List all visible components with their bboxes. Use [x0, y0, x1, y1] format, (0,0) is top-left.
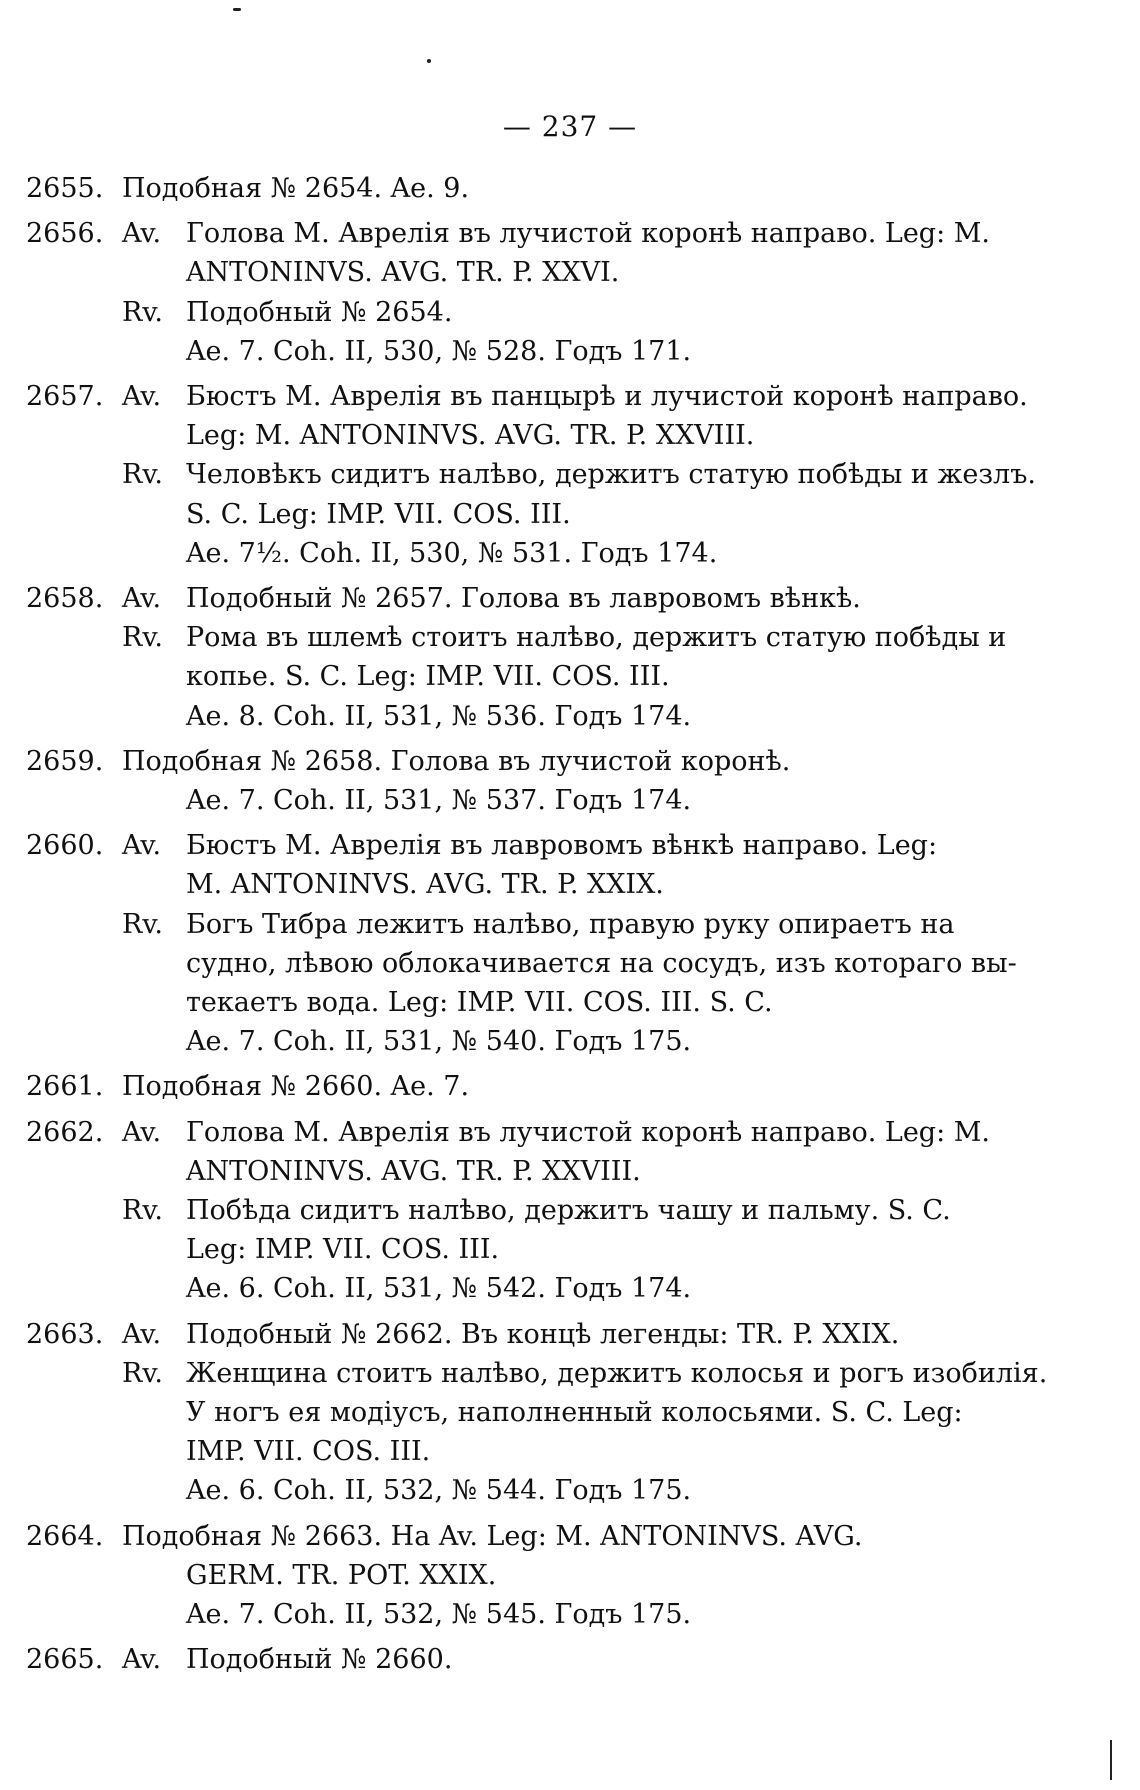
entry-text: Побѣда сидитъ налѣво, держитъ чашу и пальму. S. C.: [186, 1195, 951, 1226]
entry-text: Ae. 6. Coh. II, 532, № 544. Годъ 175.: [186, 1475, 692, 1507]
entry-line: [0, 256, 1140, 290]
entry-text: Рома въ шлемѣ стоитъ налѣво, держитъ статую побѣды и: [186, 622, 1007, 654]
entry-line: [0, 172, 1140, 206]
entry-text: Подобный № 2654.: [186, 296, 453, 328]
entry-text: Leg: IMP. VII. COS. III.: [186, 1234, 500, 1266]
entry-text: Ae. 7½. Coh. II, 530, № 531. Годъ 174.: [186, 537, 718, 569]
entry-number: 2658.: [26, 583, 104, 614]
entry-text: текаетъ вода. Leg: IMP. VII. COS. III. S. C.: [186, 987, 773, 1018]
entry-line: [0, 784, 1140, 818]
entry-line: [0, 1025, 1140, 1059]
entry-line: [0, 537, 1140, 571]
entry-text: Голова М. Аврелія въ лучистой коронѣ направо. Leg: M.: [186, 1116, 991, 1148]
entry-line: [0, 335, 1140, 369]
entry-line: [0, 829, 1140, 863]
entry-line: [0, 1520, 1140, 1554]
entry-line: [0, 1598, 1140, 1632]
entry-line: [0, 1233, 1140, 1267]
entry-line: [0, 700, 1140, 734]
entry-line: [0, 419, 1140, 453]
entry-text: ANTONINVS. AVG. TR. P. XXVI.: [186, 257, 620, 289]
side-label: Rv.: [122, 459, 163, 491]
entry-line: [0, 1559, 1140, 1593]
entry-text: Подобная № 2658. Голова въ лучистой коронѣ.: [122, 745, 791, 777]
entry-number: 2656.: [26, 218, 104, 250]
side-label: Av.: [122, 583, 162, 614]
entry-number: 2659.: [26, 745, 104, 777]
entry-text: S. C. Leg: IMP. VII. COS. III.: [186, 498, 571, 530]
entry-line: [0, 1357, 1140, 1391]
entry-text: Ae. 8. Coh. II, 531, № 536. Годъ 174.: [186, 700, 692, 732]
entry-number: 2662.: [26, 1116, 104, 1148]
entry-line: [0, 1318, 1140, 1352]
entry-line: [0, 217, 1140, 251]
entry-text: судно, лѣвою облокачивается на сосудъ, изъ котораго вы-: [186, 947, 1017, 979]
entry-line: [0, 1194, 1140, 1228]
speck: [233, 8, 241, 11]
entry-line: [0, 908, 1140, 942]
entry-text: Подобная № 2663. На Av. Leg: M. ANTONINVS. AVG.: [122, 1520, 863, 1552]
entry-text: Бюстъ М. Аврелія въ лавровомъ вѣнкѣ направо. Leg:: [186, 830, 938, 862]
side-label: Av.: [122, 381, 162, 412]
entry-line: [0, 1474, 1140, 1508]
entry-text: Голова М. Аврелія въ лучистой коронѣ направо. Leg: M.: [186, 218, 991, 250]
side-label: Rv.: [122, 1357, 163, 1389]
entry-text: копье. S. C. Leg: IMP. VII. COS. III.: [186, 661, 670, 693]
entry-line: [0, 582, 1140, 616]
entry-line: [0, 380, 1140, 414]
entry-line: [0, 296, 1140, 330]
entry-text: Подобная № 2654. Ae. 9.: [122, 173, 470, 204]
speck: [1110, 1740, 1112, 1780]
entry-text: Подобный № 2657. Голова въ лавровомъ вѣнкѣ.: [186, 583, 861, 614]
entry-text: Подобная № 2660. Ae. 7.: [122, 1071, 470, 1103]
entry-text: Ae. 7. Coh. II, 531, № 540. Годъ 175.: [186, 1026, 692, 1058]
side-label: Rv.: [122, 622, 163, 654]
side-label: Av.: [122, 830, 162, 862]
entry-line: [0, 458, 1140, 492]
entry-text: Подобный № 2660.: [186, 1644, 453, 1676]
entry-line: [0, 498, 1140, 532]
entry-line: [0, 745, 1140, 779]
entry-line: [0, 621, 1140, 655]
entry-line: [0, 986, 1140, 1020]
entry-text: Бюстъ М. Аврелія въ панцырѣ и лучистой коронѣ направо.: [186, 381, 1028, 412]
speck: [427, 59, 431, 63]
side-label: Rv.: [122, 1195, 163, 1226]
entry-line: [0, 1155, 1140, 1189]
entry-text: Ae. 6. Coh. II, 531, № 542. Годъ 174.: [186, 1273, 692, 1305]
entry-text: У ногъ ея модіусъ, наполненный колосьями. S. C. Leg:: [186, 1397, 963, 1428]
entry-text: Leg: M. ANTONINVS. AVG. TR. P. XXVIII.: [186, 420, 755, 452]
entry-number: 2655.: [26, 173, 104, 204]
entry-text: Человѣкъ сидитъ налѣво, держитъ статую побѣды и жезлъ.: [186, 459, 1036, 491]
entry-number: 2657.: [26, 381, 104, 412]
entry-text: Ae. 7. Coh. II, 532, № 545. Годъ 175.: [186, 1599, 692, 1630]
entry-text: IMP. VII. COS. III.: [186, 1436, 431, 1468]
entry-line: [0, 1643, 1140, 1677]
entry-text: M. ANTONINVS. AVG. TR. P. XXIX.: [186, 869, 664, 901]
side-label: Av.: [122, 218, 162, 250]
entry-number: 2664.: [26, 1520, 104, 1552]
entry-text: Ae. 7. Coh. II, 530, № 528. Годъ 171.: [186, 335, 692, 367]
entry-line: [0, 868, 1140, 902]
side-label: Rv.: [122, 296, 163, 328]
entry-number: 2665.: [26, 1644, 104, 1676]
entry-line: [0, 660, 1140, 694]
entry-line: [0, 1435, 1140, 1469]
entry-number: 2660.: [26, 830, 104, 862]
side-label: Rv.: [122, 908, 163, 940]
entry-text: Женщина стоитъ налѣво, держитъ колосья и рогъ изобилія.: [186, 1357, 1048, 1389]
entry-number: 2663.: [26, 1318, 104, 1350]
entry-text: Подобный № 2662. Въ концѣ легенды: TR. P. XXIX.: [186, 1318, 900, 1350]
entry-text: GERM. TR. POT. XXIX.: [186, 1559, 497, 1591]
entry-text: ANTONINVS. AVG. TR. P. XXVIII.: [186, 1155, 641, 1187]
side-label: Av.: [122, 1644, 162, 1676]
entry-line: [0, 1396, 1140, 1430]
entry-text: Богъ Тибра лежитъ налѣво, правую руку опираетъ на: [186, 908, 955, 940]
page-number: — 237 —: [502, 110, 638, 143]
entry-line: [0, 1116, 1140, 1150]
entry-text: Ae. 7. Coh. II, 531, № 537. Годъ 174.: [186, 785, 692, 816]
entry-line: [0, 947, 1140, 981]
side-label: Av.: [122, 1318, 162, 1350]
entry-line: [0, 1070, 1140, 1104]
entry-line: [0, 1272, 1140, 1306]
side-label: Av.: [122, 1116, 162, 1148]
entry-number: 2661.: [26, 1071, 104, 1103]
